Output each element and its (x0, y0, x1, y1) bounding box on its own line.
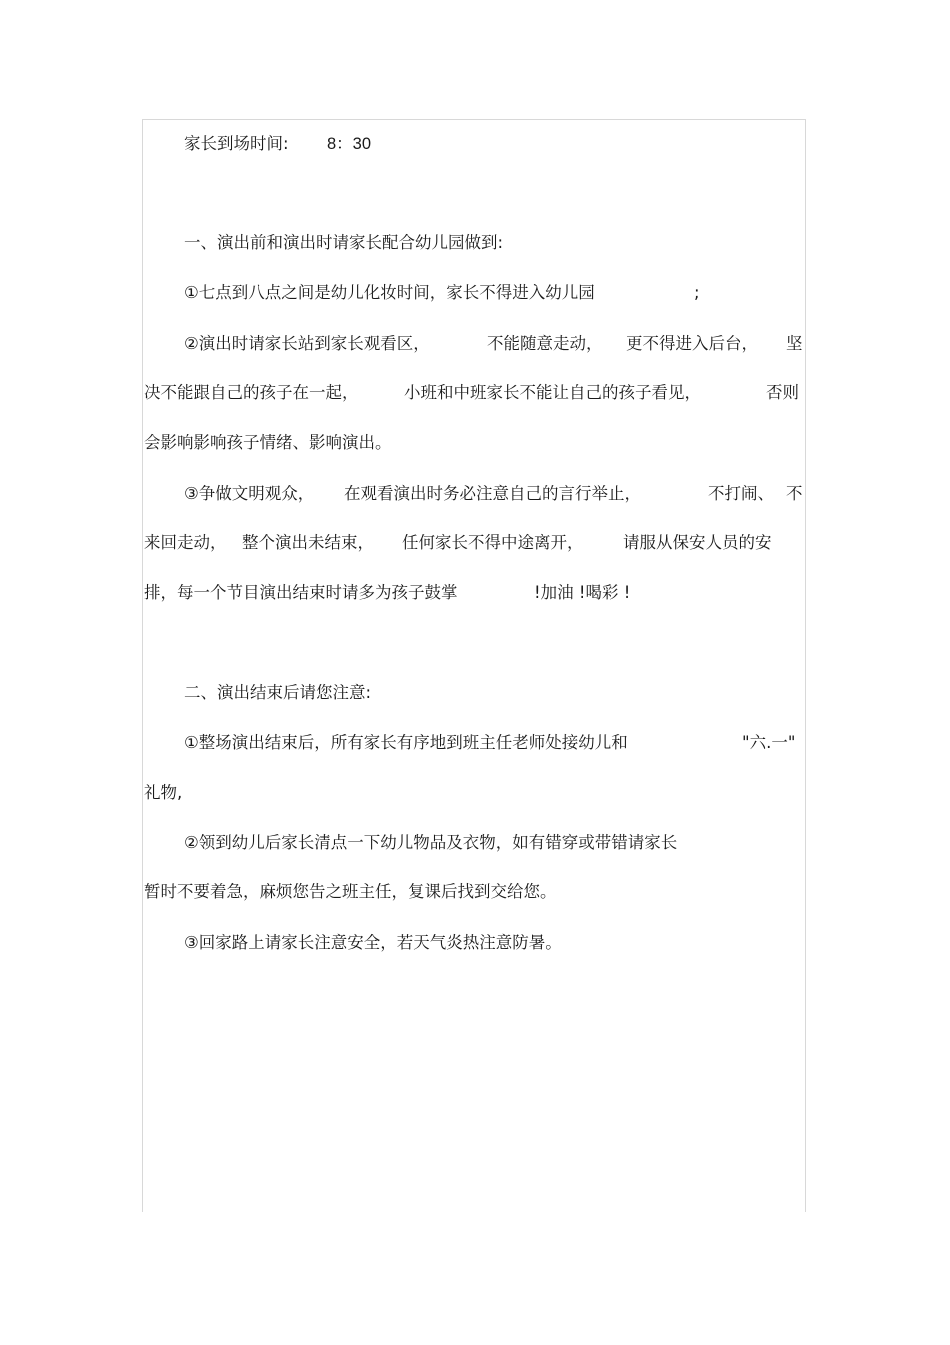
item3-seg: 整个演出未结束， (242, 533, 374, 552)
item1-text: ①七点到八点之间是幼儿化妆时间，家长不得进入幼儿园 (184, 283, 595, 302)
item3-seg: 不 (786, 484, 803, 503)
arrival-time: 8：30 (327, 135, 372, 153)
section1-heading: 一、演出前和演出时请家长配合幼儿园做到: (184, 233, 504, 252)
item2-seg: 决不能跟自己的孩子在一起， (144, 383, 359, 402)
item2-seg: 否则 (766, 383, 799, 402)
item3-seg: ③争做文明观众， (184, 484, 315, 503)
item3-seg: 排，每一个节目演出结束时请多为孩子鼓掌 (144, 583, 458, 602)
section2-item1-line2: 礼物, (144, 783, 183, 802)
item3-seg: 在观看演出时务必注意自己的言行举止， (344, 484, 641, 503)
item3-seg: 不打闹、 (708, 484, 774, 503)
section1-item2-line3: 会影响影响孩子情绪、影响演出。 (144, 433, 392, 452)
item2-seg: 坚 (786, 334, 803, 353)
arrival-label: 家长到场时间: (184, 134, 289, 153)
item3-seg: !加油 !喝彩 ! (534, 583, 631, 602)
item2-seg: 小班和中班家长不能让自己的孩子看见， (404, 383, 701, 402)
section2-item2-line1: ②领到幼儿后家长清点一下幼儿物品及衣物，如有错穿或带错请家长 (184, 833, 678, 852)
item3-seg: 来回走动， (144, 533, 227, 552)
item1-end: ; (694, 283, 700, 302)
item3-seg: 任何家长不得中途离开， (402, 533, 584, 552)
section2-item2-line2: 暂时不要着急，麻烦您告之班主任，复课后找到交给您。 (144, 882, 557, 901)
section2-heading: 二、演出结束后请您注意: (184, 683, 372, 702)
item2-seg: 不能随意走动， (487, 334, 603, 353)
s2-item1-seg: "六.一" (742, 733, 796, 752)
item2-seg: ②演出时请家长站到家长观看区， (184, 334, 430, 353)
item3-seg: 请服从保安人员的安 (623, 533, 772, 552)
s2-item1-seg: ①整场演出结束后，所有家长有序地到班主任老师处接幼儿和 (184, 733, 628, 752)
item2-seg: 更不得进入后台， (626, 334, 758, 353)
section2-item3-line1: ③回家路上请家长注意安全，若天气炎热注意防暑。 (184, 933, 562, 952)
